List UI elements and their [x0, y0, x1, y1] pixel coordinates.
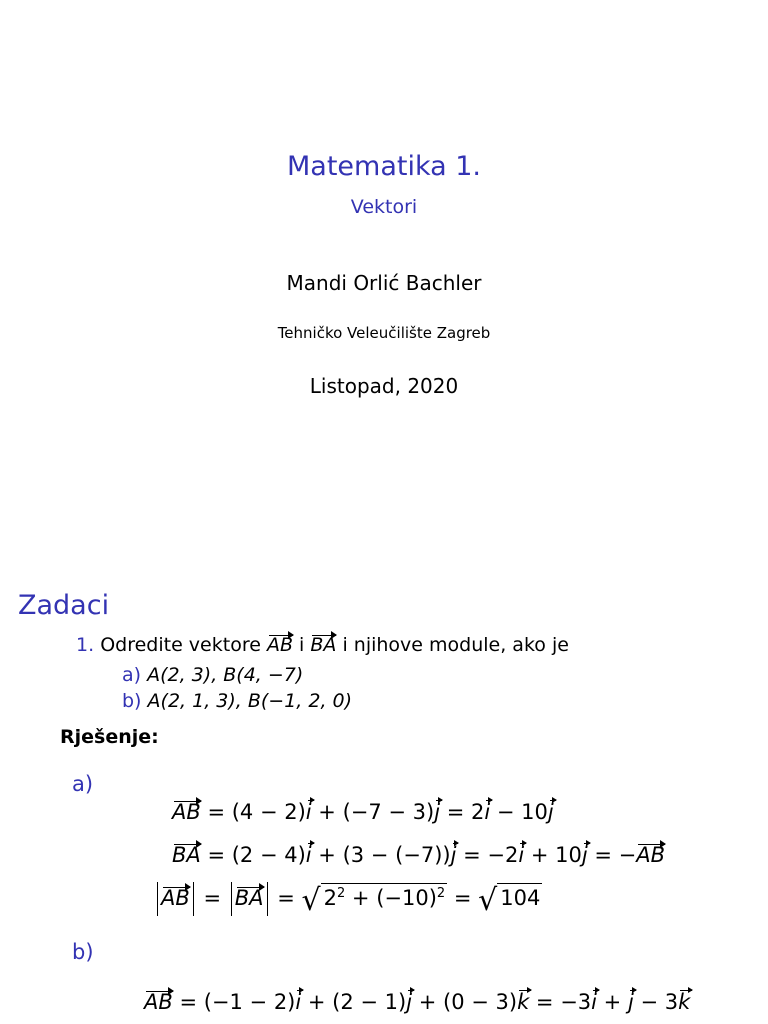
task-text-after: i njihove module, ako je [342, 634, 569, 656]
frame-title: Zadaci [18, 590, 110, 621]
presentation-subtitle: Vektori [350, 196, 418, 218]
equation-modulus: AB = BA = √ $2^2 + (-10)^2$ = √ 104 [154, 882, 542, 918]
solution-heading: Rješenje: [60, 726, 159, 748]
task-text-before: Odredite vektore [100, 634, 261, 656]
task-part-a [122, 664, 303, 686]
part-label: a) [122, 664, 142, 686]
solution-b-label: b) [72, 940, 94, 964]
task-number: 1. [76, 634, 95, 656]
part-text: A(2, 3), B(4, −7) [147, 664, 304, 686]
part-text: A(2, 1, 3), B(−1, 2, 0) [147, 690, 353, 712]
task-item [76, 634, 569, 656]
task-part-b [122, 690, 352, 712]
equation-ab: AB = (4 − 2)i + (−7 − 3)j = 2i − 10j [172, 800, 554, 824]
institution-name: Tehničko Veleučilište Zagreb [277, 324, 491, 342]
author-name: Mandi Orlić Bachler [286, 271, 482, 295]
presentation-title: Matematika 1. [286, 151, 482, 182]
task-conj: i [299, 634, 305, 656]
equation-ba: BA = (2 − 4)i + (3 − (−7))j = −2i + 10j = −AB [172, 843, 666, 867]
vector-ba: BA [310, 634, 337, 656]
vector-ab: AB [266, 634, 293, 656]
solution-a-label: a) [72, 772, 94, 796]
part-label: b) [122, 690, 142, 712]
equation-ab-3d: AB = (−1 − 2)i + (2 − 1)j + (0 − 3)k = −3i + j − 3k [144, 990, 691, 1014]
presentation-date: Listopad, 2020 [309, 374, 459, 398]
